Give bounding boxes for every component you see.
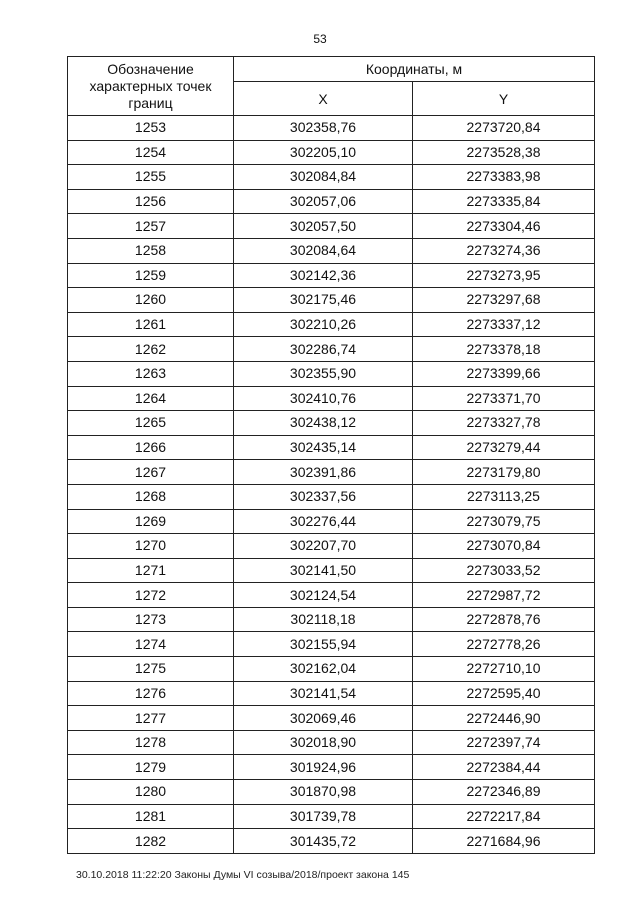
cell-y: 2273371,70 <box>413 386 595 411</box>
cell-y: 2271684,96 <box>413 829 595 854</box>
cell-point-id: 1279 <box>68 755 234 780</box>
cell-x: 301435,72 <box>234 829 413 854</box>
cell-point-id: 1254 <box>68 140 234 165</box>
header-y: Y <box>413 82 595 116</box>
cell-x: 302057,06 <box>234 189 413 214</box>
cell-point-id: 1262 <box>68 337 234 362</box>
cell-y: 2272397,74 <box>413 730 595 755</box>
table-row <box>68 337 595 362</box>
page-number: 53 <box>313 32 327 46</box>
cell-point-id: 1281 <box>68 804 234 829</box>
cell-y: 2273070,84 <box>413 534 595 559</box>
table-row <box>68 706 595 731</box>
table-row <box>68 607 595 632</box>
cell-point-id: 1271 <box>68 558 234 583</box>
table-row <box>68 288 595 313</box>
cell-y: 2273274,36 <box>413 238 595 263</box>
cell-y: 2272878,76 <box>413 607 595 632</box>
cell-x: 302084,64 <box>234 238 413 263</box>
table-row <box>68 312 595 337</box>
table-body <box>68 116 595 854</box>
cell-point-id: 1268 <box>68 484 234 509</box>
cell-point-id: 1275 <box>68 657 234 682</box>
cell-point-id: 1280 <box>68 780 234 805</box>
cell-x: 302069,46 <box>234 706 413 731</box>
cell-point-id: 1272 <box>68 583 234 608</box>
header-x: X <box>234 82 413 116</box>
cell-x: 302141,54 <box>234 681 413 706</box>
cell-y: 2273297,68 <box>413 288 595 313</box>
cell-y: 2273279,44 <box>413 435 595 460</box>
cell-y: 2272346,89 <box>413 780 595 805</box>
table-row <box>68 780 595 805</box>
cell-point-id: 1265 <box>68 411 234 436</box>
cell-x: 302057,50 <box>234 214 413 239</box>
cell-x: 302438,12 <box>234 411 413 436</box>
cell-x: 302124,54 <box>234 583 413 608</box>
cell-y: 2273327,78 <box>413 411 595 436</box>
cell-y: 2272987,72 <box>413 583 595 608</box>
cell-y: 2273335,84 <box>413 189 595 214</box>
table-row <box>68 263 595 288</box>
cell-point-id: 1277 <box>68 706 234 731</box>
header-coordinates: Координаты, м <box>234 57 595 82</box>
cell-point-id: 1256 <box>68 189 234 214</box>
cell-x: 302162,04 <box>234 657 413 682</box>
cell-x: 302207,70 <box>234 534 413 559</box>
cell-y: 2272778,26 <box>413 632 595 657</box>
table-row <box>68 189 595 214</box>
cell-x: 302018,90 <box>234 730 413 755</box>
cell-x: 301924,96 <box>234 755 413 780</box>
cell-y: 2272710,10 <box>413 657 595 682</box>
cell-point-id: 1253 <box>68 116 234 141</box>
cell-x: 302410,76 <box>234 386 413 411</box>
cell-point-id: 1274 <box>68 632 234 657</box>
cell-x: 302358,76 <box>234 116 413 141</box>
table-row <box>68 238 595 263</box>
cell-point-id: 1263 <box>68 361 234 386</box>
table-row <box>68 804 595 829</box>
cell-point-id: 1257 <box>68 214 234 239</box>
cell-x: 302337,56 <box>234 484 413 509</box>
cell-x: 302175,46 <box>234 288 413 313</box>
cell-point-id: 1269 <box>68 509 234 534</box>
cell-point-id: 1258 <box>68 238 234 263</box>
table-row <box>68 435 595 460</box>
cell-y: 2273383,98 <box>413 165 595 190</box>
cell-point-id: 1276 <box>68 681 234 706</box>
cell-y: 2273378,18 <box>413 337 595 362</box>
cell-y: 2273720,84 <box>413 116 595 141</box>
cell-point-id: 1278 <box>68 730 234 755</box>
table-row <box>68 583 595 608</box>
cell-x: 302276,44 <box>234 509 413 534</box>
cell-x: 302141,50 <box>234 558 413 583</box>
cell-x: 302355,90 <box>234 361 413 386</box>
cell-y: 2273399,66 <box>413 361 595 386</box>
table-row <box>68 558 595 583</box>
cell-y: 2272217,84 <box>413 804 595 829</box>
cell-x: 302391,86 <box>234 460 413 485</box>
table-row <box>68 632 595 657</box>
cell-point-id: 1270 <box>68 534 234 559</box>
table-row <box>68 140 595 165</box>
cell-y: 2273179,80 <box>413 460 595 485</box>
cell-y: 2273337,12 <box>413 312 595 337</box>
table-row <box>68 361 595 386</box>
cell-x: 302210,26 <box>234 312 413 337</box>
cell-x: 301739,78 <box>234 804 413 829</box>
table-row <box>68 730 595 755</box>
cell-y: 2273273,95 <box>413 263 595 288</box>
cell-y: 2272595,40 <box>413 681 595 706</box>
cell-x: 302118,18 <box>234 607 413 632</box>
cell-x: 302084,84 <box>234 165 413 190</box>
cell-y: 2273113,25 <box>413 484 595 509</box>
table-header <box>68 57 595 116</box>
cell-point-id: 1266 <box>68 435 234 460</box>
cell-point-id: 1255 <box>68 165 234 190</box>
table-row <box>68 411 595 436</box>
table-row <box>68 681 595 706</box>
cell-point-id: 1260 <box>68 288 234 313</box>
cell-x: 302155,94 <box>234 632 413 657</box>
footer-stamp: 30.10.2018 11:22:20 Законы Думы VI созыва/2018/проект закона 145 <box>76 869 410 881</box>
cell-point-id: 1261 <box>68 312 234 337</box>
header-point-designation: Обозначение характерных точек границ <box>68 57 234 116</box>
cell-point-id: 1273 <box>68 607 234 632</box>
coordinates-table <box>67 56 595 854</box>
table-row <box>68 509 595 534</box>
cell-point-id: 1282 <box>68 829 234 854</box>
table-row <box>68 386 595 411</box>
cell-x: 302435,14 <box>234 435 413 460</box>
cell-x: 302142,36 <box>234 263 413 288</box>
table-row <box>68 829 595 854</box>
table-row <box>68 214 595 239</box>
cell-y: 2272446,90 <box>413 706 595 731</box>
cell-y: 2273304,46 <box>413 214 595 239</box>
table-row <box>68 116 595 141</box>
cell-x: 301870,98 <box>234 780 413 805</box>
table-row <box>68 484 595 509</box>
table-row <box>68 165 595 190</box>
cell-x: 302205,10 <box>234 140 413 165</box>
cell-y: 2273528,38 <box>413 140 595 165</box>
cell-x: 302286,74 <box>234 337 413 362</box>
table-row <box>68 460 595 485</box>
cell-y: 2272384,44 <box>413 755 595 780</box>
cell-y: 2273033,52 <box>413 558 595 583</box>
cell-y: 2273079,75 <box>413 509 595 534</box>
cell-point-id: 1267 <box>68 460 234 485</box>
table-row <box>68 534 595 559</box>
cell-point-id: 1264 <box>68 386 234 411</box>
table-row <box>68 657 595 682</box>
table-row <box>68 755 595 780</box>
cell-point-id: 1259 <box>68 263 234 288</box>
